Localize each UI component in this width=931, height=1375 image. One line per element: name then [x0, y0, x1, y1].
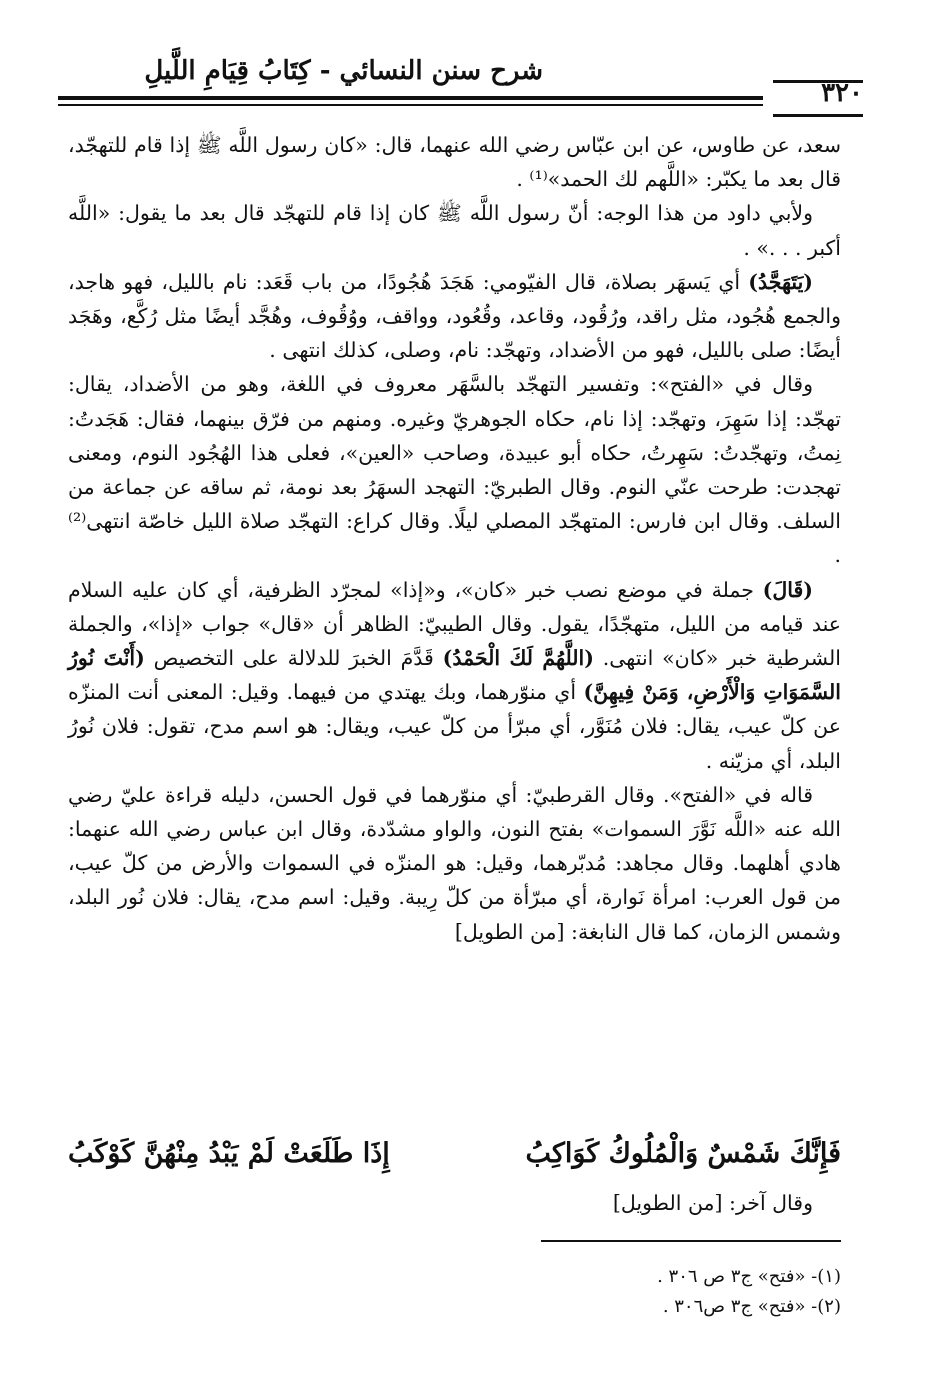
- footnotes: [400, 1262, 841, 1322]
- paragraph-1: [68, 128, 841, 196]
- bold-phrase: (اللَّهُمَّ لَكَ الْحَمْدُ): [442, 646, 594, 671]
- text-run: سعد، عن طاوس، عن ابن عبّاس رضي الله عنهما، قال: «كان رسول اللَّه ﷺ إذا قام للتهجّد، قال بعد ما يكبّر: «اللَّهم لك الحمد»⁽¹⁾ .: [68, 133, 841, 192]
- text-run: ولأبي داود من هذا الوجه: أنّ رسول اللَّه ﷺ كان إذا قام للتهجّد قال بعد ما يقول: «اللَّه أكبر . . .» .: [68, 201, 841, 260]
- footnote-1: (١)- «فتح» ج٣ ص ٣٠٦ .: [657, 1266, 841, 1287]
- paragraph-2: [68, 196, 841, 264]
- poetry-verse: [68, 1134, 841, 1174]
- header-rule-thick: [58, 96, 763, 100]
- bold-phrase: (يَتَهَجَّدُ): [748, 269, 813, 294]
- text-run: وقال في «الفتح»: وتفسير التهجّد بالسَّهَر معروف في اللغة، وهو من الأضداد، يقال: تهجّد: إذا سَهِرَ، وتهجّد: إذا نام، حكاه الجوهريّ وغيره. ومنهم من فرّق بينهما، فقال: هَجَدتُ: نِمتُ، وتهجّدتُ: سَهِرتُ، حكاه أبو عبيدة، وصاحب «العين»، فعلى هذا الهُجُود النوم، ومعنى تهجدت: طرحت عنّي النوم. وقال الطبريّ: التهجد السهَرُ بعد نومة، ثم ساقه عن جماعة من السلف. وقال ابن فارس: المتهجّد المصلي ليلًا. وقال كراع: التهجّد صلاة الليل خاصّة انتهى⁽²⁾ .: [68, 372, 841, 568]
- text-run: قاله في «الفتح». وقال القرطبيّ: أي منوّرهما في قول الحسن، دليله قراءة عليّ رضي الله عنه «اللَّه نَوَّرَ السموات» بفتح النون، والواو مشدّدة، وقال ابن عباس رضي الله عنهما: هادي أهلهما. وقال مجاهد: مُدبّرهما، وقيل: هو المنزّه في السموات والأرض من كلّ عيب، من قول العرب: امرأة نَوارة، أي مبرّأة من كلّ رِيبة. وقيل: اسم مدح، يقال: فلان نُور البلد، وشمس الزمان، كما قال النابغة: [من الطويل]: [68, 782, 841, 944]
- after-verse-line: وقال آخر: [من الطويل]: [612, 1191, 813, 1215]
- page-number-rule-bottom: [773, 114, 863, 117]
- footnote-2: (٢)- «فتح» ج٣ ص٣٠٦ .: [662, 1296, 841, 1317]
- paragraph-4: [68, 367, 841, 572]
- paragraph-5: [68, 573, 841, 778]
- bold-phrase: (أَنْتَ نُورُ السَّمَوَاتِ وَالْأَرْضِ، وَمَنْ فِيهِنَّ): [68, 646, 841, 705]
- header-rule-thin: [58, 104, 763, 106]
- text-run: قَدَّمَ الخبرَ للدلالة على التخصيص: [144, 646, 443, 671]
- bold-phrase: (قَالَ): [762, 577, 813, 602]
- text-run: أي منوّرهما، وبك يهتدي من فيهما. وقيل: المعنى أنت المنزّه عن كلّ عيب، يقال: فلان مُنَوَّر، أي مبرّأ من كلّ عيب، ويقال: هو اسم مدح، تقول: فلان نُورُ البلد، أي مزيّنه .: [68, 680, 841, 773]
- page-number: ٣٢٠: [821, 78, 863, 108]
- verse-second-hemistich: إِذَا طَلَعَتْ لَمْ يَبْدُ مِنْهُنَّ كَوْكَبُ: [68, 1138, 390, 1169]
- main-text: [68, 128, 841, 949]
- paragraph-3: [68, 265, 841, 368]
- footnote-separator: [541, 1240, 841, 1242]
- paragraph-6: [68, 778, 841, 949]
- verse-first-hemistich: فَإِنَّكَ شَمْسٌ وَالْمُلُوكُ كَوَاكِبُ: [525, 1138, 841, 1169]
- text-run: جملة في موضع نصب خبر «كان»، و«إذا» لمجرّد الظرفية، أي كان عليه السلام عند قيامه من الليل، متهجّدًا، يقول. وقال الطيبيّ: الظاهر أن «قال» جواب «إذا»، والجملة الشرطية خبر «كان» انتهى.: [68, 577, 841, 671]
- text-run: أي يَسهَر بصلاة، قال الفيّومي: هَجَدَ هُجُودًا، من باب قَعَد: نام بالليل، فهو هاجد، والجمع هُجُود، مثل راقد، ورُقُود، وقاعد، وقُعُود، وواقف، ووُقُوف، وهُجَّد أيضًا مثل رُكَّع، وهَجَد أيضًا: صلى بالليل، فهو من الأضداد، وتهجّد: نام، وصلى، كذلك انتهى .: [68, 269, 842, 363]
- running-title: شرح سنن النسائي - كِتَابُ قِيَامِ اللَّيلِ: [144, 56, 543, 86]
- page-header: [58, 50, 863, 120]
